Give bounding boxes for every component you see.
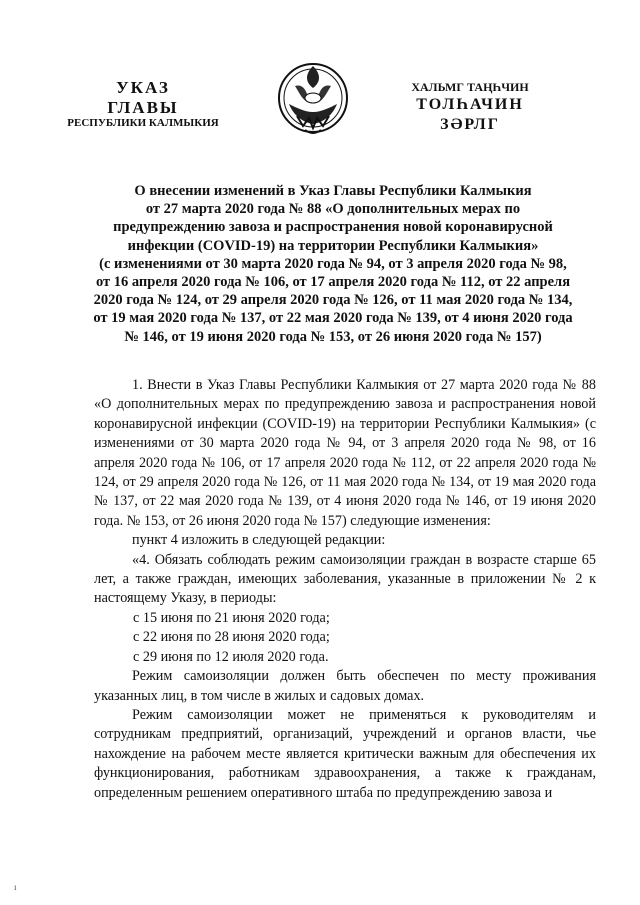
coat-of-arms-emblem xyxy=(275,58,351,138)
paragraph-2: пункт 4 изложить в следующей редакции: xyxy=(132,532,386,549)
document-title xyxy=(88,182,578,346)
header-left-line2: ГЛАВЫ xyxy=(107,97,179,117)
document-body xyxy=(94,376,596,803)
period-item: с 22 июня по 28 июня 2020 года; xyxy=(133,629,330,646)
title-line: от 27 марта 2020 года № 88 «О дополнительных мерах по xyxy=(145,201,521,218)
paragraph-5: Режим самоизоляции может не применяться к руководителям и сотрудникам предприятий, организаций, учреждений и органов власти, чье нахождение на рабочем месте является критически важным для обеспечения их функционирования, работникам здравоохранения, а также к гражданам, определенным решением оперативного штаба по предупреждению завоза и xyxy=(94,706,596,801)
title-line: № 146, от 19 июня 2020 года № 153, от 26 июня 2020 года № 157) xyxy=(124,328,542,345)
header-left-line1: УКАЗ xyxy=(116,78,170,97)
paragraph-3: «4. Обязать соблюдать режим самоизоляции граждан в возрасте старше 65 лет, а также граждан, имеющих заболевания, указанные в приложении № 2 к настоящему Указу, в периоды: xyxy=(94,551,596,607)
title-line: предупреждению завоза и распространения новой коронавирусной xyxy=(113,219,553,236)
header-right-line1: ХАЛЬМГ ТАҢҺЧИН xyxy=(411,80,529,94)
title-line: 2020 года № 124, от 29 апреля 2020 года № 126, от 11 мая 2020 года № 134, xyxy=(93,292,573,309)
paragraph-1: 1. Внести в Указ Главы Республики Калмыкия от 27 марта 2020 года № 88 «О дополнительных мерах по предупреждению завоза и распространения новой коронавирусной инфекции (COVID-19) на территории Республики Калмыкия» (с изменениями от 30 марта 2020 года № 94, от 3 апреля 2020 года № 98, от 16 апреля 2020 года № 106, от 17 апреля 2020 года № 112, от 22 апреля 2020 года № 124, от 29 апреля 2020 года № 126, от 11 мая 2020 года № 134, от 19 мая 2020 года № 137, от 22 мая 2020 года № 139, от 4 июня 2020 года № 146, от 19 июня 2020 года. № 153, от 26 июня 2020 года № 157) следующие изменения: xyxy=(94,377,596,529)
header-left-line3: РЕСПУБЛИКИ КАЛМЫКИЯ xyxy=(67,117,219,130)
paragraph-4: Режим самоизоляции должен быть обеспечен по месту проживания указанных лиц, в том числе в жилых и садовых домах. xyxy=(94,668,596,704)
margin-mark: ı xyxy=(14,882,17,892)
header-right-line3: ЗӘРЛГ xyxy=(440,116,500,133)
header-right-line2: ТОЛҺАЧИН xyxy=(416,96,524,113)
title-line: (с изменениями от 30 марта 2020 года № 94, от 3 апреля 2020 года № 98, xyxy=(99,255,567,272)
period-item: с 29 июня по 12 июля 2020 года. xyxy=(133,648,329,665)
header-right xyxy=(390,80,550,135)
title-line: от 19 мая 2020 года № 137, от 22 мая 2020 года № 139, от 4 июня 2020 года xyxy=(93,310,573,327)
header-left xyxy=(58,78,228,130)
title-line: от 16 апреля 2020 года № 106, от 17 апреля 2020 года № 112, от 22 апреля xyxy=(95,274,571,291)
period-item: с 15 июня по 21 июня 2020 года; xyxy=(133,609,330,626)
title-line: О внесении изменений в Указ Главы Республики Калмыкия xyxy=(134,183,532,199)
title-line: инфекции (COVID-19) на территории Республики Калмыкия» xyxy=(127,237,539,254)
